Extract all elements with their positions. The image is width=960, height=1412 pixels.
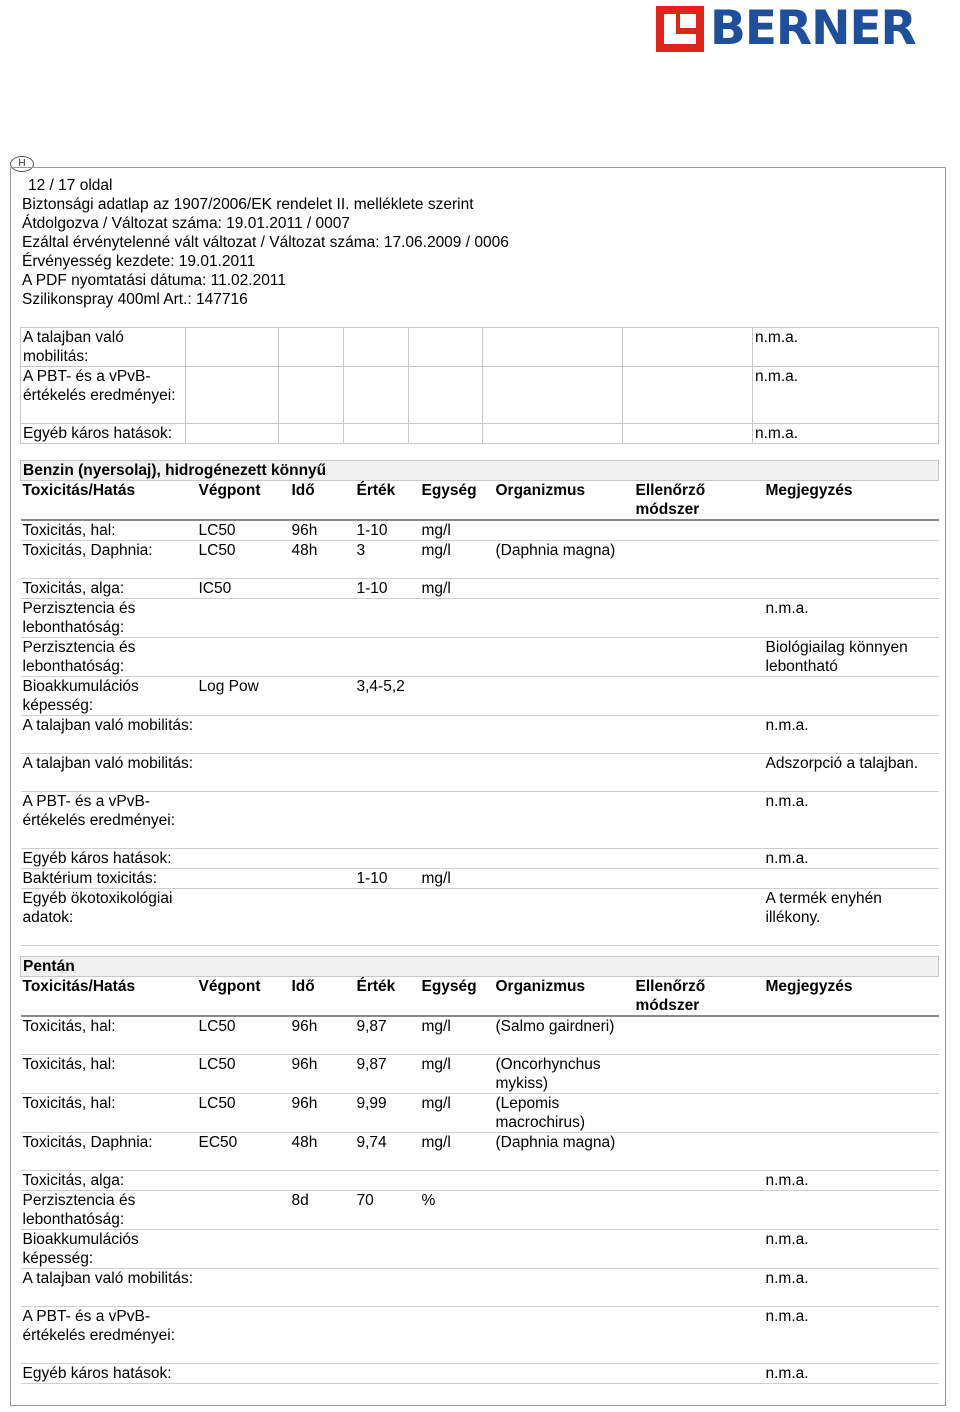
column-header: Megjegyzés bbox=[764, 481, 939, 521]
cell-remark bbox=[764, 520, 939, 541]
cell-unit bbox=[420, 599, 494, 638]
table-row bbox=[21, 1016, 939, 1054]
cell-endpoint bbox=[197, 849, 290, 869]
cell-organism bbox=[494, 638, 634, 677]
column-header: Végpont bbox=[197, 977, 290, 1017]
cell-duration bbox=[290, 889, 355, 946]
cell-effect: Toxicitás, hal: bbox=[21, 1016, 197, 1054]
cell-value: 9,87 bbox=[355, 1054, 420, 1093]
cell-duration bbox=[290, 849, 355, 869]
cell-remark: Adszorpció a talajban. bbox=[764, 754, 939, 792]
cell-method bbox=[634, 1093, 764, 1132]
column-header: Egység bbox=[420, 481, 494, 521]
cell-unit bbox=[420, 1170, 494, 1190]
document-header bbox=[22, 176, 509, 309]
cell-duration bbox=[290, 677, 355, 716]
cell-unit: mg/l bbox=[420, 869, 494, 889]
header-line: Biztonsági adatlap az 1907/2006/EK rendelet II. melléklete szerint bbox=[22, 196, 474, 213]
column-header: Érték bbox=[355, 977, 420, 1017]
table-row bbox=[21, 579, 939, 599]
cell-method bbox=[634, 716, 764, 754]
berner-logo-mark bbox=[656, 6, 704, 52]
cell-duration bbox=[290, 599, 355, 638]
cell-value: 70 bbox=[355, 1190, 420, 1229]
cell-remark: n.m.a. bbox=[764, 1363, 939, 1383]
cell-endpoint bbox=[197, 1229, 290, 1268]
cell-organism bbox=[494, 579, 634, 599]
language-badge: H bbox=[10, 156, 34, 172]
cell-organism: (Lepomis macrochirus) bbox=[494, 1093, 634, 1132]
section-title: Pentán bbox=[21, 957, 939, 977]
cell-duration bbox=[290, 1306, 355, 1363]
column-header: Idő bbox=[290, 977, 355, 1017]
row-value: n.m.a. bbox=[753, 367, 939, 424]
cell-duration bbox=[290, 716, 355, 754]
column-header: Érték bbox=[355, 481, 420, 521]
table-row bbox=[21, 328, 939, 367]
cell-duration bbox=[290, 638, 355, 677]
column-header: Toxicitás/Hatás bbox=[21, 481, 197, 521]
cell-duration bbox=[290, 1170, 355, 1190]
table-row bbox=[21, 716, 939, 754]
cell-endpoint: EC50 bbox=[197, 1132, 290, 1170]
table-row bbox=[21, 869, 939, 889]
cell-value: 3 bbox=[355, 541, 420, 579]
cell-effect: Egyéb káros hatások: bbox=[21, 1363, 197, 1383]
cell-unit bbox=[420, 638, 494, 677]
cell-method bbox=[634, 754, 764, 792]
table-row bbox=[21, 520, 939, 541]
cell-organism bbox=[494, 754, 634, 792]
cell-unit bbox=[420, 754, 494, 792]
cell-value bbox=[355, 849, 420, 869]
cell-method bbox=[634, 579, 764, 599]
cell-effect: Toxicitás, hal: bbox=[21, 520, 197, 541]
cell-remark: n.m.a. bbox=[764, 716, 939, 754]
cell-effect: Egyéb káros hatások: bbox=[21, 849, 197, 869]
cell-method bbox=[634, 849, 764, 869]
cell-organism bbox=[494, 1170, 634, 1190]
cell-duration: 8d bbox=[290, 1190, 355, 1229]
table-row bbox=[21, 1363, 939, 1383]
cell-remark bbox=[764, 677, 939, 716]
cell-effect: A talajban való mobilitás: bbox=[21, 716, 197, 754]
cell-effect: A talajban való mobilitás: bbox=[21, 1268, 197, 1306]
cell-duration bbox=[290, 1268, 355, 1306]
cell-effect: A PBT- és a vPvB-értékelés eredményei: bbox=[21, 792, 197, 849]
cell-effect: A talajban való mobilitás: bbox=[21, 754, 197, 792]
cell-endpoint: Log Pow bbox=[197, 677, 290, 716]
cell-remark: n.m.a. bbox=[764, 1229, 939, 1268]
table-row bbox=[21, 849, 939, 869]
cell-remark: n.m.a. bbox=[764, 1306, 939, 1363]
row-value: n.m.a. bbox=[753, 328, 939, 367]
table-row bbox=[21, 1054, 939, 1093]
cell-remark bbox=[764, 1016, 939, 1054]
cell-value: 1-10 bbox=[355, 869, 420, 889]
cell-endpoint: LC50 bbox=[197, 541, 290, 579]
brand-name: BERNER bbox=[710, 1, 916, 56]
cell-value bbox=[355, 792, 420, 849]
cell-organism bbox=[494, 869, 634, 889]
header-line: Érvényesség kezdete: 19.01.2011 bbox=[22, 253, 256, 270]
column-header: Organizmus bbox=[494, 481, 634, 521]
cell-organism: (Daphnia magna) bbox=[494, 1132, 634, 1170]
cell-value: 9,74 bbox=[355, 1132, 420, 1170]
cell-effect: Toxicitás, alga: bbox=[21, 1170, 197, 1190]
cell-value: 9,99 bbox=[355, 1093, 420, 1132]
table-row bbox=[21, 792, 939, 849]
cell-method bbox=[634, 1306, 764, 1363]
cell-organism bbox=[494, 1190, 634, 1229]
cell-endpoint bbox=[197, 754, 290, 792]
cell-remark: n.m.a. bbox=[764, 849, 939, 869]
cell-method bbox=[634, 869, 764, 889]
cell-value bbox=[355, 1170, 420, 1190]
cell-remark: A termék enyhén illékony. bbox=[764, 889, 939, 946]
benzin-table bbox=[20, 460, 939, 946]
header-line: Szilikonspray 400ml Art.: 147716 bbox=[22, 291, 248, 308]
cell-organism bbox=[494, 599, 634, 638]
cell-unit bbox=[420, 716, 494, 754]
cell-method bbox=[634, 1363, 764, 1383]
cell-organism: (Salmo gairdneri) bbox=[494, 1016, 634, 1054]
cell-effect: Baktérium toxicitás: bbox=[21, 869, 197, 889]
column-header: Egység bbox=[420, 977, 494, 1017]
cell-unit: mg/l bbox=[420, 579, 494, 599]
cell-value bbox=[355, 1229, 420, 1268]
cell-effect: Toxicitás, Daphnia: bbox=[21, 1132, 197, 1170]
table-row bbox=[21, 1190, 939, 1229]
cell-method bbox=[634, 541, 764, 579]
cell-unit: mg/l bbox=[420, 541, 494, 579]
cell-endpoint bbox=[197, 1363, 290, 1383]
table-row bbox=[21, 424, 939, 444]
table-row bbox=[21, 638, 939, 677]
cell-effect: Bioakkumulációs képesség: bbox=[21, 677, 197, 716]
cell-organism: (Daphnia magna) bbox=[494, 541, 634, 579]
table-row bbox=[21, 1132, 939, 1170]
cell-effect: Perzisztencia és lebonthatóság: bbox=[21, 599, 197, 638]
row-label: Egyéb káros hatások: bbox=[21, 424, 186, 444]
cell-unit: % bbox=[420, 1190, 494, 1229]
table-row bbox=[21, 599, 939, 638]
column-header: Ellenőrző módszer bbox=[634, 977, 764, 1017]
table-row bbox=[21, 1170, 939, 1190]
cell-unit bbox=[420, 1229, 494, 1268]
cell-endpoint bbox=[197, 638, 290, 677]
cell-endpoint: LC50 bbox=[197, 1054, 290, 1093]
cell-duration: 96h bbox=[290, 1054, 355, 1093]
cell-organism bbox=[494, 1363, 634, 1383]
cell-method bbox=[634, 1229, 764, 1268]
cell-remark: n.m.a. bbox=[764, 599, 939, 638]
cell-organism bbox=[494, 716, 634, 754]
cell-unit bbox=[420, 1306, 494, 1363]
cell-duration bbox=[290, 1363, 355, 1383]
cell-duration: 48h bbox=[290, 541, 355, 579]
cell-duration bbox=[290, 1229, 355, 1268]
cell-method bbox=[634, 1190, 764, 1229]
cell-value: 3,4-5,2 bbox=[355, 677, 420, 716]
cell-effect: Toxicitás, Daphnia: bbox=[21, 541, 197, 579]
cell-remark bbox=[764, 579, 939, 599]
cell-unit: mg/l bbox=[420, 1132, 494, 1170]
table-row bbox=[21, 1093, 939, 1132]
cell-unit bbox=[420, 677, 494, 716]
column-header: Végpont bbox=[197, 481, 290, 521]
cell-effect: Egyéb ökotoxikológiai adatok: bbox=[21, 889, 197, 946]
cell-unit bbox=[420, 792, 494, 849]
table-row bbox=[21, 367, 939, 424]
cell-unit: mg/l bbox=[420, 1093, 494, 1132]
cell-effect: Toxicitás, hal: bbox=[21, 1054, 197, 1093]
cell-method bbox=[634, 889, 764, 946]
header-line: Átdolgozva / Változat száma: 19.01.2011 / 0007 bbox=[22, 215, 351, 232]
cell-remark: n.m.a. bbox=[764, 792, 939, 849]
column-header: Toxicitás/Hatás bbox=[21, 977, 197, 1017]
cell-remark bbox=[764, 1093, 939, 1132]
cell-organism bbox=[494, 1229, 634, 1268]
cell-endpoint bbox=[197, 792, 290, 849]
cell-method bbox=[634, 677, 764, 716]
cell-duration: 96h bbox=[290, 1093, 355, 1132]
cell-value: 1-10 bbox=[355, 520, 420, 541]
column-headers bbox=[21, 977, 939, 1017]
cell-organism bbox=[494, 889, 634, 946]
cell-method bbox=[634, 1170, 764, 1190]
cell-value bbox=[355, 1306, 420, 1363]
page-number: 12 / 17 oldal bbox=[28, 177, 113, 194]
pentan-table bbox=[20, 956, 939, 1384]
cell-method bbox=[634, 1132, 764, 1170]
row-label: A PBT- és a vPvB-értékelés eredményei: bbox=[21, 367, 186, 424]
cell-unit bbox=[420, 1363, 494, 1383]
table-row bbox=[21, 1229, 939, 1268]
table-row bbox=[21, 889, 939, 946]
header-line: Ezáltal érvénytelenné vált változat / Változat száma: 17.06.2009 / 0006 bbox=[22, 234, 509, 251]
cell-duration bbox=[290, 579, 355, 599]
cell-duration: 96h bbox=[290, 1016, 355, 1054]
cell-organism bbox=[494, 792, 634, 849]
cell-endpoint: LC50 bbox=[197, 1016, 290, 1054]
cell-organism bbox=[494, 849, 634, 869]
top-table bbox=[20, 327, 939, 444]
cell-endpoint bbox=[197, 1170, 290, 1190]
cell-method bbox=[634, 599, 764, 638]
cell-value: 1-10 bbox=[355, 579, 420, 599]
cell-unit bbox=[420, 1268, 494, 1306]
cell-organism bbox=[494, 1268, 634, 1306]
column-header: Megjegyzés bbox=[764, 977, 939, 1017]
cell-duration bbox=[290, 869, 355, 889]
cell-unit: mg/l bbox=[420, 1016, 494, 1054]
section-title: Benzin (nyersolaj), hidrogénezett könnyű bbox=[21, 461, 939, 481]
berner-logo bbox=[656, 1, 916, 56]
cell-remark: Biológiailag könnyen lebontható bbox=[764, 638, 939, 677]
cell-method bbox=[634, 1268, 764, 1306]
cell-duration: 96h bbox=[290, 520, 355, 541]
cell-effect: Toxicitás, alga: bbox=[21, 579, 197, 599]
cell-method bbox=[634, 792, 764, 849]
cell-organism bbox=[494, 677, 634, 716]
cell-remark bbox=[764, 1132, 939, 1170]
cell-unit: mg/l bbox=[420, 1054, 494, 1093]
cell-duration bbox=[290, 792, 355, 849]
cell-method bbox=[634, 638, 764, 677]
cell-value bbox=[355, 889, 420, 946]
table-row bbox=[21, 677, 939, 716]
column-header: Organizmus bbox=[494, 977, 634, 1017]
cell-effect: Toxicitás, hal: bbox=[21, 1093, 197, 1132]
cell-duration bbox=[290, 754, 355, 792]
cell-value bbox=[355, 716, 420, 754]
cell-organism bbox=[494, 520, 634, 541]
cell-value: 9,87 bbox=[355, 1016, 420, 1054]
cell-unit bbox=[420, 889, 494, 946]
cell-endpoint bbox=[197, 599, 290, 638]
header-line: A PDF nyomtatási dátuma: 11.02.2011 bbox=[22, 272, 286, 289]
cell-endpoint bbox=[197, 869, 290, 889]
column-header: Idő bbox=[290, 481, 355, 521]
cell-organism: (Oncorhynchus mykiss) bbox=[494, 1054, 634, 1093]
cell-method bbox=[634, 520, 764, 541]
cell-effect: A PBT- és a vPvB-értékelés eredményei: bbox=[21, 1306, 197, 1363]
cell-unit bbox=[420, 849, 494, 869]
table-row bbox=[21, 1268, 939, 1306]
cell-endpoint: IC50 bbox=[197, 579, 290, 599]
row-label: A talajban való mobilitás: bbox=[21, 328, 186, 367]
cell-remark bbox=[764, 1190, 939, 1229]
cell-effect: Perzisztencia és lebonthatóság: bbox=[21, 638, 197, 677]
cell-effect: Perzisztencia és lebonthatóság: bbox=[21, 1190, 197, 1229]
cell-value bbox=[355, 1363, 420, 1383]
cell-endpoint bbox=[197, 1190, 290, 1229]
cell-remark bbox=[764, 1054, 939, 1093]
cell-remark: n.m.a. bbox=[764, 1170, 939, 1190]
column-headers bbox=[21, 481, 939, 521]
row-value: n.m.a. bbox=[753, 424, 939, 444]
cell-value bbox=[355, 599, 420, 638]
cell-endpoint bbox=[197, 716, 290, 754]
cell-value bbox=[355, 754, 420, 792]
cell-organism bbox=[494, 1306, 634, 1363]
cell-unit: mg/l bbox=[420, 520, 494, 541]
cell-endpoint: LC50 bbox=[197, 520, 290, 541]
cell-method bbox=[634, 1054, 764, 1093]
cell-value bbox=[355, 1268, 420, 1306]
cell-method bbox=[634, 1016, 764, 1054]
column-header: Ellenőrző módszer bbox=[634, 481, 764, 521]
cell-value bbox=[355, 638, 420, 677]
cell-duration: 48h bbox=[290, 1132, 355, 1170]
cell-remark bbox=[764, 541, 939, 579]
table-row bbox=[21, 754, 939, 792]
cell-endpoint bbox=[197, 889, 290, 946]
cell-effect: Bioakkumulációs képesség: bbox=[21, 1229, 197, 1268]
cell-remark: n.m.a. bbox=[764, 1268, 939, 1306]
cell-remark bbox=[764, 869, 939, 889]
cell-endpoint bbox=[197, 1268, 290, 1306]
table-row bbox=[21, 1306, 939, 1363]
cell-endpoint bbox=[197, 1306, 290, 1363]
cell-endpoint: LC50 bbox=[197, 1093, 290, 1132]
table-row bbox=[21, 541, 939, 579]
